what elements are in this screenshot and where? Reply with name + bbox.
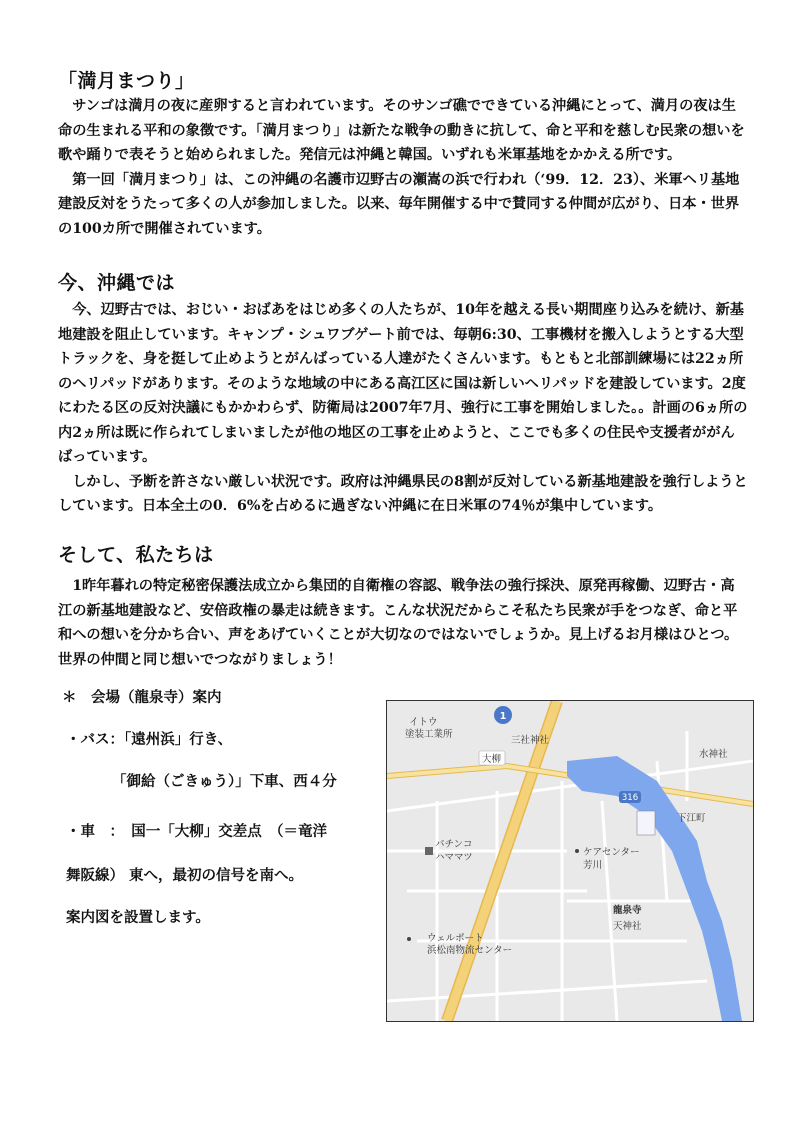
oyanagi-label: 大柳 xyxy=(482,754,502,765)
venue-map xyxy=(386,700,754,1022)
paragraph: しかし、予断を許さない厳しい状況です。政府は沖縄県民の8割が反対している新基地建設を強行しようとしています。日本全土の0．6%を占めるに過ぎない沖縄に在日米軍の74％が集中しています。 xyxy=(58,473,748,514)
access-bus-line1: ・バス：「遠州浜」行き、 xyxy=(66,732,233,748)
pachinko-label-2: ハママツ xyxy=(435,852,473,863)
itou-label-2: 塗装工業所 xyxy=(405,729,453,740)
care-marker xyxy=(575,849,579,853)
care-label: ケアセンター xyxy=(583,847,640,858)
route1-label: 1 xyxy=(499,711,507,722)
welport-marker xyxy=(407,937,411,941)
section-heading-mangetsu: 「満月まつり」 xyxy=(58,70,195,92)
access-bus-line2: 「御給（ごきゅう）」下車、西４分 xyxy=(112,774,337,790)
care-label-2: 芳川 xyxy=(583,860,603,871)
pachinko-label: パチンコ xyxy=(435,839,473,850)
sansha-label: 三社神社 xyxy=(511,735,550,746)
welport-label: ウェルポート xyxy=(427,933,484,944)
tenjin-label: 天神社 xyxy=(613,921,642,932)
shimoe-label: 下江町 xyxy=(677,813,706,824)
ryusenji-label: 龍泉寺 xyxy=(613,905,642,916)
section-body-mangetsu xyxy=(58,94,748,241)
access-title: ＊ 会場（龍泉寺）案内 xyxy=(62,690,222,706)
itou-label: イトウ xyxy=(409,717,438,728)
access-note: 案内図を設置します。 xyxy=(66,910,210,926)
route316-label: 316 xyxy=(621,793,639,803)
section-heading-okinawa: 今、沖縄では xyxy=(58,272,176,294)
access-car-line2: 舞阪線） 東へ，最初の信号を南へ。 xyxy=(66,868,304,884)
access-car-line1: ・車 ： 国一「大柳」交差点 （＝竜洋 xyxy=(66,824,327,840)
suijin-label: 水神社 xyxy=(699,749,728,760)
paragraph: 今、辺野古では、おじい・おばあをはじめ多くの人たちが、10年を越える長い期間座り込みを続け、新基地建設を阻止しています。キャンプ・シュワブゲート前では、毎朝6:30、工事機材を搬入しようとする大型トラックを、身を挺して止めようとがんばっている人達がたくさんいます。もともと北部訓練場には22ヵ所のヘリパッドがあります。そのような地域の中にある高江区に国は新しいヘリパッドを建設しています。2度にわたる区の反対決議にもかかわらず、防衛局は2007年7月、強行に工事を開始しました。。計画の6ヵ所の内2ヵ所は既に作られてしまいましたが他の地区の工事を止めようと、ここでも多くの住民や支援者ががんばっています。 xyxy=(58,302,748,465)
welport-label-2: 浜松南物流センター xyxy=(427,945,513,956)
map-graphic xyxy=(387,701,753,1021)
paragraph: 1昨年暮れの特定秘密保護法成立から集団的自衛権の容認、戦争法の強行採決、原発再稼働、辺野古・高江の新基地建設など、安倍政権の暴走は続きます。こんな状況だからこそ私たち民衆が手をつなぎ、命と平和への想いを分かち合い、声をあげていくことが大切なのではないでしょうか。見上げるお月様はひとつ。世界の仲間と同じ想いでつながりましょう！ xyxy=(58,578,739,668)
section-body-watashitachi xyxy=(58,574,748,672)
section-heading-watashitachi: そして、私たちは xyxy=(58,544,214,566)
paragraph: サンゴは満月の夜に産卵すると言われています。そのサンゴ礁でできている沖縄にとって、満月の夜は生命の生まれる平和の象徴です。「満月まつり」は新たな戦争の動きに抗して、命と平和を慈しむ民衆の想いを歌や踊りで表そうと始められました。発信元は沖縄と韓国。いずれも米軍基地をかかえる所です。 xyxy=(58,98,745,163)
shimoe-building xyxy=(637,811,655,835)
section-body-okinawa xyxy=(58,298,748,519)
pachinko-marker xyxy=(425,847,433,855)
paragraph: 第一回「満月まつり」は、この沖縄の名護市辺野古の瀬嵩の浜で行われ（‘99．12．23）、米軍ヘリ基地建設反対をうたって多くの人が参加しました。以来、毎年開催する中で賛同する仲間が広がり、日本・世界の100カ所で開催されています。 xyxy=(58,171,740,237)
